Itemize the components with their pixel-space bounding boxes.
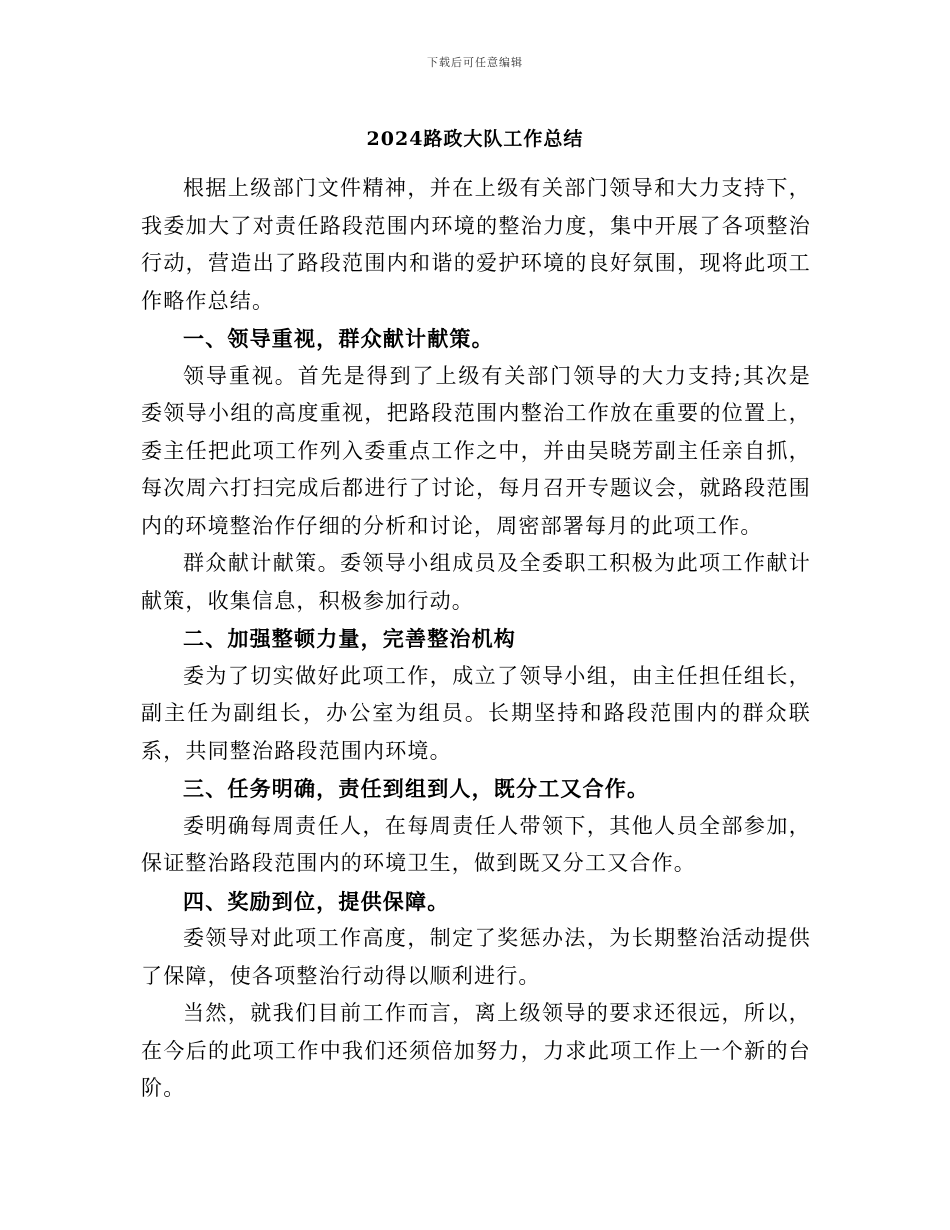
section-2-heading: 二、加强整顿力量，完善整治机构 xyxy=(183,626,516,651)
section-3-paragraph-1: 委明确每周责任人，在每周责任人带领下，其他人员全部参加，保证整治路段范围内的环境卫生，做到既又分工又合作。 xyxy=(141,813,811,875)
section-4-heading: 四、奖励到位，提供保障。 xyxy=(183,888,450,914)
section-1-paragraph-1: 领导重视。首先是得到了上级有关部门领导的大力支持;其次是委领导小组的高度重视，把路段范围内整治工作放在重要的位置上，委主任把此项工作列入委重点工作之中，并由吴晓芳副主任亲自抓，每次周六打扫完成后都进行了讨论，每月召开专题议会，就路段范围内的环境整治作仔细的分析和讨论，周密部署每月的此项工作。 xyxy=(141,363,811,538)
closing-paragraph: 当然，就我们目前工作而言，离上级领导的要求还很远，所以，在今后的此项工作中我们还须倍加努力，力求此项工作上一个新的台阶。 xyxy=(141,1001,811,1100)
section-4-paragraph-1: 委领导对此项工作高度，制定了奖惩办法，为长期整治活动提供了保障，使各项整治行动得以顺利进行。 xyxy=(141,926,811,988)
section-3-heading: 三、任务明确，责任到组到人，既分工又合作。 xyxy=(183,776,650,801)
document-body xyxy=(141,170,811,1108)
section-2-paragraph-1: 委为了切实做好此项工作，成立了领导小组，由主任担任组长，副主任为副组长，办公室为组员。长期坚持和路段范围内的群众联系，共同整治路段范围内环境。 xyxy=(141,663,811,763)
section-1-heading: 一、领导重视，群众献计献策。 xyxy=(183,326,494,351)
document-title: 2024路政大队工作总结 xyxy=(366,128,584,150)
section-1-paragraph-2: 群众献计献策。委领导小组成员及全委职工积极为此项工作献计献策，收集信息，积极参加行动。 xyxy=(141,551,811,613)
header-note: 下载后可任意编辑 xyxy=(427,56,523,69)
intro-paragraph: 根据上级部门文件精神，并在上级有关部门领导和大力支持下，我委加大了对责任路段范围内环境的整治力度，集中开展了各项整治行动，营造出了路段范围内和谐的爱护环境的良好氛围，现将此项工作略作总结。 xyxy=(141,176,811,313)
